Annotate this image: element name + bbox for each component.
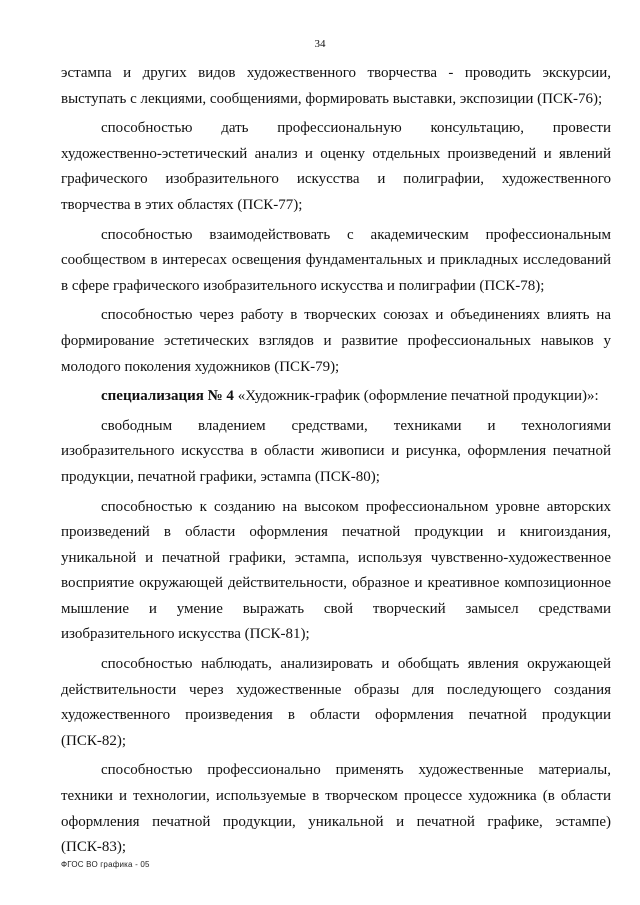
paragraph-psk-82: способностью наблюдать, анализировать и обобщать явления окружающей действительности через художественные образы для последующего создания художественного произведения в области оформления печатной продукции (ПСК-82); bbox=[61, 656, 611, 749]
paragraph-psk-77: способностью дать профессиональную консультацию, провести художественно-эстетический анализ и оценку отдельных произведений и явлений графического изобразительного искусства и полиграфии, художественного творчества в этих областях (ПСК-77); bbox=[61, 120, 611, 213]
specialization-label: специализация № 4 bbox=[101, 388, 234, 405]
specialization-heading bbox=[61, 384, 611, 410]
paragraph-psk-83: способностью профессионально применять художественные материалы, техники и технологии, используемые в творческом процессе художника (в области оформления печатной продукции, уникальной и печатной графике, эстампе) (ПСК-83); bbox=[61, 762, 611, 856]
paragraph-psk-78: способностью взаимодействовать с академическим профессиональным сообществом в интересах освещения фундаментальных и прикладных исследований в сфере графического изобразительного искусства и полиграфии (ПСК-78); bbox=[61, 226, 611, 294]
footer-code: ФГОС ВО графика - 05 bbox=[61, 860, 150, 869]
specialization-title: «Художник-график (оформление печатной продукции)»: bbox=[233, 388, 599, 405]
paragraph-psk-76: эстампа и других видов художественного творчества - проводить экскурсии, выступать с лекциями, сообщениями, формировать выставки, экспозиции (ПСК-76); bbox=[61, 65, 611, 107]
paragraph-psk-80: свободным владением средствами, техниками и технологиями изобразительного искусства в области живописи и рисунка, оформления печатной продукции, печатной графики, эстампа (ПСК-80); bbox=[61, 417, 611, 485]
paragraph-psk-79: способностью через работу в творческих союзах и объединениях влиять на формирование эстетических взглядов и развитие профессиональных навыков у молодого поколения художников (ПСК-79); bbox=[61, 307, 611, 375]
document-body bbox=[61, 61, 611, 865]
page-number: 34 bbox=[314, 38, 326, 50]
paragraph-psk-81: способностью к созданию на высоком профессиональном уровне авторских произведений в области оформления печатной продукции и книгоиздания, уникальной и печатной графики, эстампа, используя чувственно-художественное восприятие окружающей действительности, образное и креативное композиционное мышление и умение выражать свой творческий замысел средствами изобразительного искусства (ПСК-81); bbox=[61, 498, 611, 643]
